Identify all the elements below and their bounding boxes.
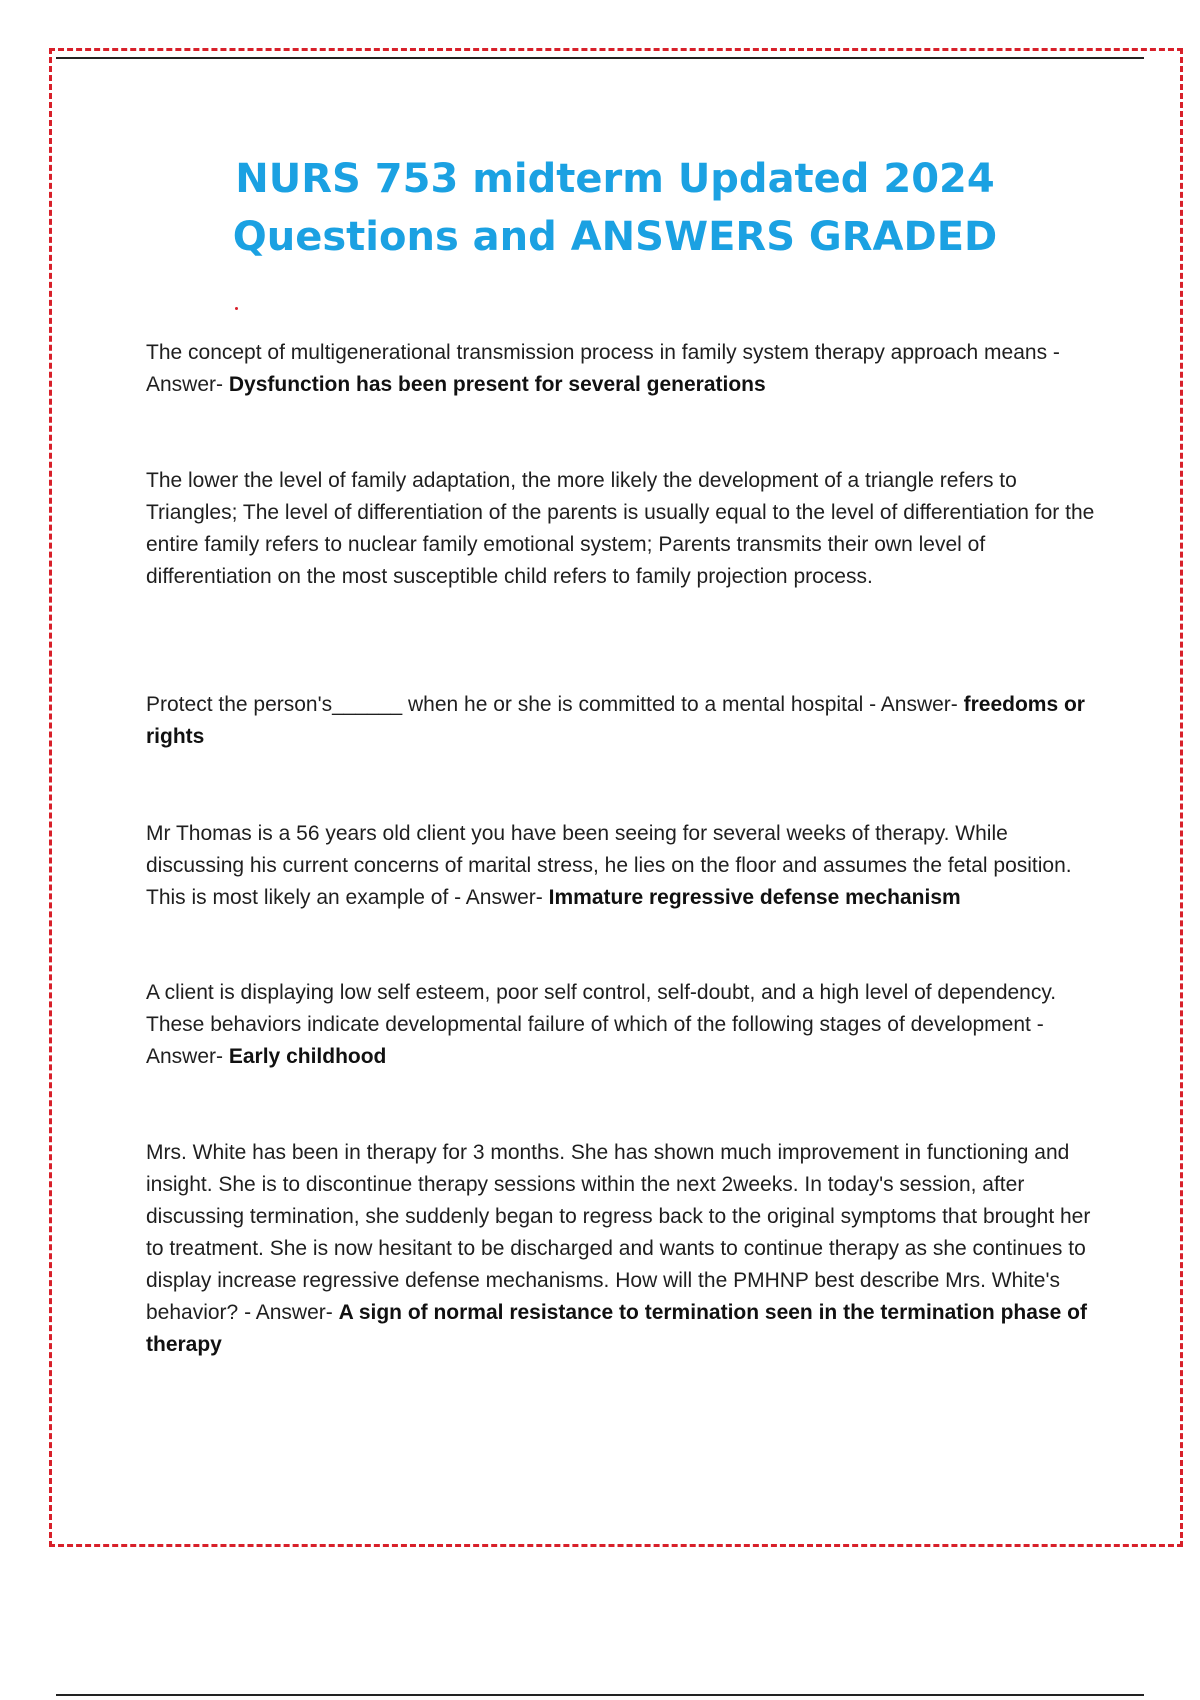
question-text: Protect the person's______ when he or she is committed to a mental hospital - Answer- <box>146 693 964 716</box>
stray-mark <box>235 307 238 310</box>
qa-item-6 <box>146 1137 1098 1361</box>
qa-item-2 <box>146 465 1098 593</box>
answer-text: freedoms or rights <box>146 693 1085 748</box>
qa-item-1 <box>146 337 1098 401</box>
question-text: Mr Thomas is a 56 years old client you have been seeing for several weeks of therapy. While discussing his current concerns of marital stress, he lies on the floor and assumes the fetal position. This is most likely an example of - Answer- <box>146 822 1072 909</box>
answer-text: A sign of normal resistance to termination seen in the termination phase of therapy <box>146 1301 1087 1356</box>
answer-text: Dysfunction has been present for several generations <box>228 373 766 396</box>
document-title: NURS 753 midterm Updated 2024 Questions and ANSWERS GRADED <box>232 156 998 260</box>
bottom-rule <box>56 1694 1144 1696</box>
question-text: The concept of multigenerational transmission process in family system therapy approach means - Answer- <box>146 341 1060 396</box>
question-text: A client is displaying low self esteem, poor self control, self-doubt, and a high level of dependency. These behaviors indicate developmental failure of which of the following stages of development - Answer- <box>146 981 1057 1068</box>
qa-item-5 <box>146 977 1098 1073</box>
answer-text: Early childhood <box>228 1045 387 1068</box>
qa-item-4 <box>146 818 1098 914</box>
question-text: Mrs. White has been in therapy for 3 months. She has shown much improvement in functioning and insight. She is to discontinue therapy sessions within the next 2weeks. In today's session, after discussing termination, she suddenly began to regress back to the original symptoms that brought her to treatment. She is now hesitant to be discharged and wants to continue therapy as she continues to display increase regressive defense mechanisms. How will the PMHNP best describe Mrs. White's behavior? - Answer- <box>146 1141 1091 1324</box>
question-text: The lower the level of family adaptation, the more likely the development of a triangle refers to Triangles; The level of differentiation of the parents is usually equal to the level of differentiation for the entire family refers to nuclear family emotional system; Parents transmits their own level of differentiation on the most susceptible child refers to family projection process. <box>146 469 1095 588</box>
qa-item-3 <box>146 689 1098 753</box>
answer-text: Immature regressive defense mechanism <box>548 886 961 909</box>
